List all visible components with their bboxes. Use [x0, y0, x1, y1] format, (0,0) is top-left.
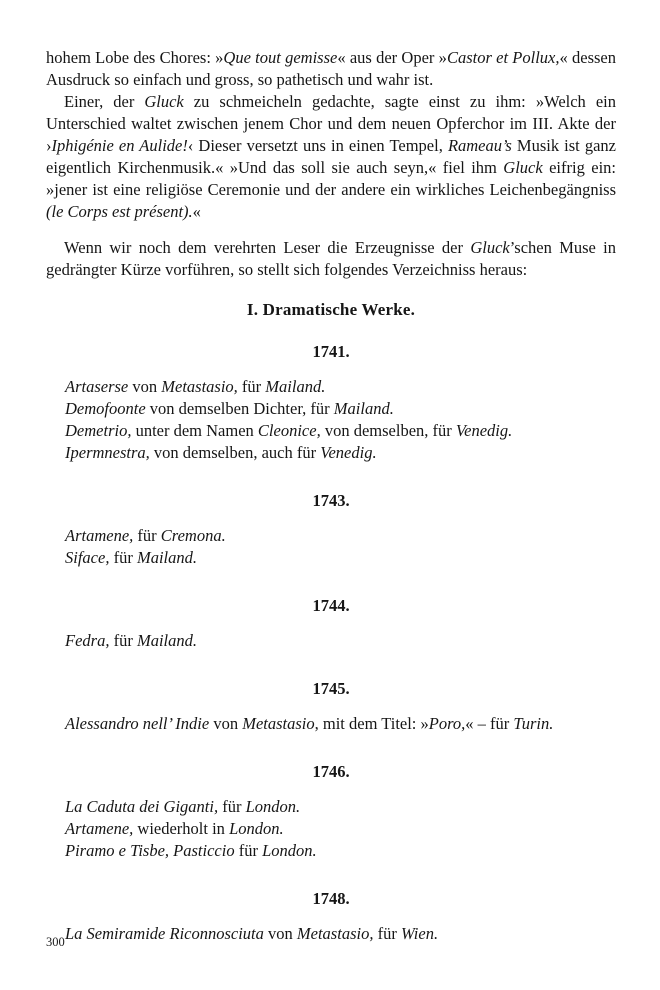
year-heading-1748: 1748. — [312, 889, 350, 908]
work-entry: La Semiramide Riconnosciuta von Metastasio, für Wien. — [65, 924, 439, 943]
year-heading-1746: 1746. — [312, 762, 350, 781]
year-heading-1745: 1745. — [312, 679, 350, 698]
work-entry: Demofoonte von demselben Dichter, für Mailand. — [65, 399, 394, 418]
work-entry: Piramo e Tisbe, Pasticcio für London. — [65, 841, 317, 860]
work-entry: Fedra, für Mailand. — [65, 631, 197, 650]
year-section-1748 — [46, 888, 616, 945]
work-entry: La Caduta dei Giganti, für London. — [65, 797, 301, 816]
year-section-1741 — [46, 341, 616, 464]
work-entry: Demetrio, unter dem Namen Cleonice, von demselben, für Venedig. — [65, 421, 513, 440]
work-entry: Artamene, wiederholt in London. — [65, 819, 284, 838]
text-block — [46, 47, 616, 945]
section-heading-dramatische-werke: I. Dramatische Werke. — [246, 300, 416, 319]
paragraph-intro-verzeichniss: Wenn wir noch dem verehrten Leser die Erzeugnisse der Gluck’schen Muse in gedrängter Kürze vorführen, so stellt sich folgendes Verzeichniss heraus: — [46, 238, 617, 279]
work-entry: Alessandro nell’ Indie von Metastasio, mit dem Titel: »Poro,« – für Turin. — [65, 714, 554, 733]
work-entry: Artaserse von Metastasio, für Mailand. — [65, 377, 326, 396]
year-heading-1743: 1743. — [312, 491, 350, 510]
year-section-1746 — [46, 761, 616, 862]
year-heading-1741: 1741. — [312, 342, 350, 361]
paragraph-chores-quote: hohem Lobe des Chores: »Que tout gemisse« aus der Oper »Castor et Pollux,« dessen Ausdruck so einfach und gross, so pathetisch und wahr ist. — [46, 48, 616, 89]
year-section-1743 — [46, 490, 616, 569]
year-heading-1744: 1744. — [312, 596, 350, 615]
paragraph-anecdote: Einer, der Gluck zu schmeicheln gedachte, sagte einst zu ihm: »Welch ein Unterschied waltet zwischen jenem Chor und dem neuen Opferchor im III. Akte der ›Iphigénie en Aulide!‹ Dieser versetzt uns in einen Tempel, Rameau’s Musik ist ganz eigentlich Kirchenmusik.« »Und das soll sie auch seyn,« fiel ihm Gluck eifrig ein: »jener ist eine religiöse Ceremonie und der andere ein wirkliches Leichenbegängniss (le Corps est présent).« — [46, 92, 617, 221]
page-number: 300 — [46, 935, 65, 949]
work-entry: Artamene, für Cremona. — [65, 526, 226, 545]
work-entry: Siface, für Mailand. — [65, 548, 197, 567]
year-section-1744 — [46, 595, 616, 652]
work-entry: Ipermnestra, von demselben, auch für Venedig. — [65, 443, 377, 462]
year-section-1745 — [46, 678, 616, 735]
